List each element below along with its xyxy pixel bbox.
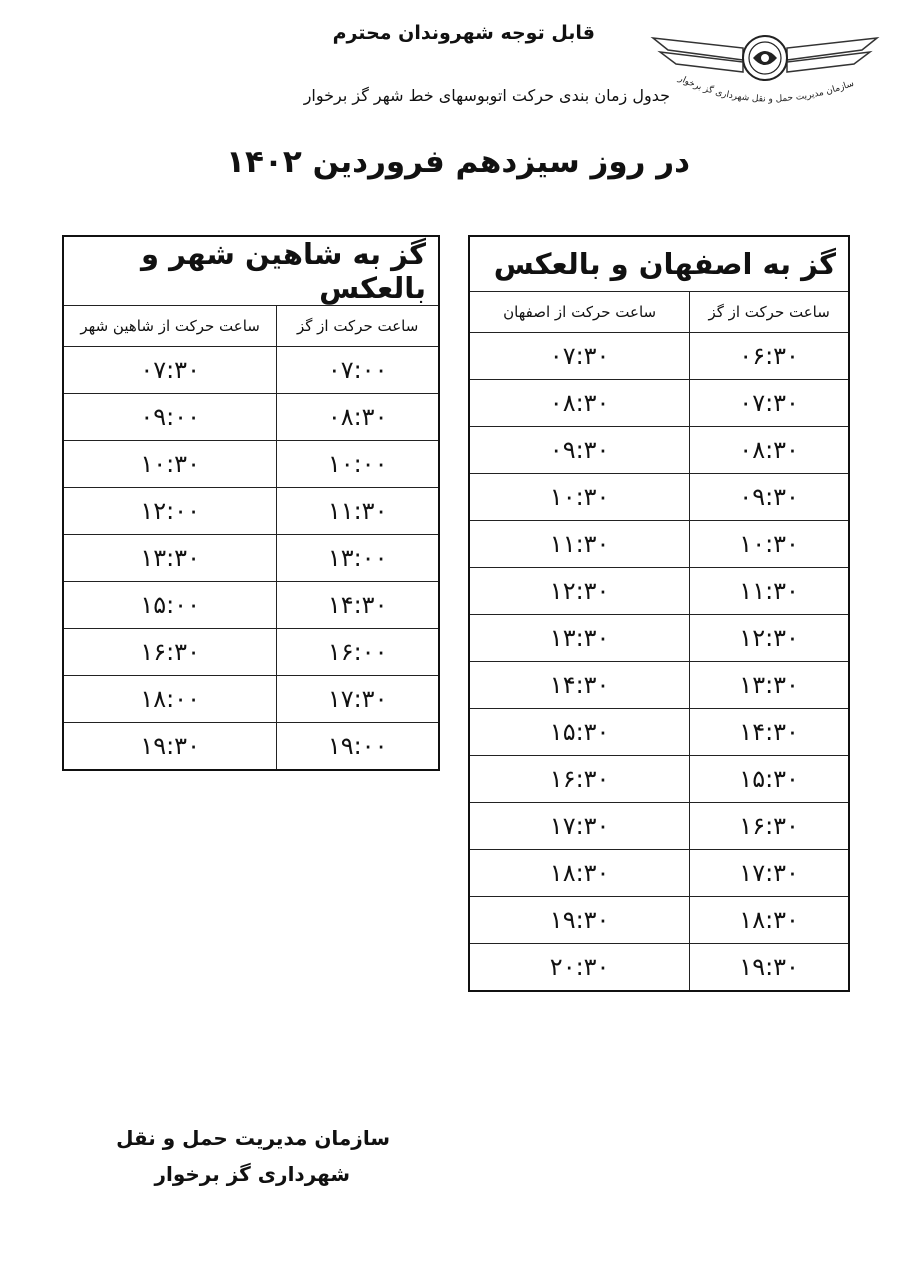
departure-time-from-gaz: ۰۶:۳۰	[690, 333, 849, 380]
table-row	[63, 488, 439, 535]
table-row	[469, 333, 849, 380]
table-row	[63, 629, 439, 676]
isfahan-departure-header: ساعت حرکت از اصفهان	[469, 292, 690, 333]
table-row	[469, 662, 849, 709]
gaz-isfahan-title: گز به اصفهان و بالعکس	[469, 236, 849, 292]
table-row	[63, 535, 439, 582]
organization-logo	[648, 18, 882, 118]
return-departure-time: ۱۴:۳۰	[469, 662, 690, 709]
return-departure-time: ۱۹:۳۰	[469, 897, 690, 944]
departure-time-from-gaz: ۱۰:۳۰	[690, 521, 849, 568]
return-departure-time: ۱۶:۳۰	[63, 629, 277, 676]
table-row	[469, 427, 849, 474]
return-departure-time: ۰۷:۳۰	[63, 347, 277, 394]
return-departure-time: ۱۰:۳۰	[469, 474, 690, 521]
return-departure-time: ۱۵:۳۰	[469, 709, 690, 756]
departure-time-from-gaz: ۱۱:۳۰	[690, 568, 849, 615]
return-departure-time: ۱۱:۳۰	[469, 521, 690, 568]
departure-time-from-gaz: ۱۹:۳۰	[690, 944, 849, 992]
table-row	[469, 897, 849, 944]
table-row	[469, 380, 849, 427]
return-departure-time: ۰۹:۳۰	[469, 427, 690, 474]
date-title: در روز سیزدهم فروردین ۱۴۰۲	[226, 144, 690, 180]
departure-time-from-gaz: ۱۳:۳۰	[690, 662, 849, 709]
return-departure-time: ۱۲:۳۰	[469, 568, 690, 615]
return-departure-time: ۱۸:۳۰	[469, 850, 690, 897]
logo-text: سازمان مدیریت حمل و نقل شهرداری گز برخوار	[676, 73, 856, 105]
departure-time-from-gaz: ۱۷:۳۰	[277, 676, 439, 723]
departure-time-from-gaz: ۰۹:۳۰	[690, 474, 849, 521]
gaz-departure-header: ساعت حرکت از گز	[277, 306, 439, 347]
departure-time-from-gaz: ۱۶:۳۰	[690, 803, 849, 850]
return-departure-time: ۱۷:۳۰	[469, 803, 690, 850]
departure-time-from-gaz: ۱۰:۰۰	[277, 441, 439, 488]
departure-time-from-gaz: ۱۷:۳۰	[690, 850, 849, 897]
table-row	[63, 394, 439, 441]
departure-time-from-gaz: ۱۴:۳۰	[277, 582, 439, 629]
departure-time-from-gaz: ۱۸:۳۰	[690, 897, 849, 944]
return-departure-time: ۰۸:۳۰	[469, 380, 690, 427]
table-row	[469, 756, 849, 803]
return-departure-time: ۱۹:۳۰	[63, 723, 277, 771]
table-row	[469, 944, 849, 992]
return-departure-time: ۱۰:۳۰	[63, 441, 277, 488]
table-row	[469, 709, 849, 756]
departure-time-from-gaz: ۱۹:۰۰	[277, 723, 439, 771]
return-departure-time: ۱۳:۳۰	[63, 535, 277, 582]
departure-time-from-gaz: ۰۸:۳۰	[690, 427, 849, 474]
table-row	[63, 676, 439, 723]
return-departure-time: ۲۰:۳۰	[469, 944, 690, 992]
gaz-isfahan-table	[468, 235, 850, 992]
departure-time-from-gaz: ۱۳:۰۰	[277, 535, 439, 582]
shahinshahr-departure-header: ساعت حرکت از شاهین شهر	[63, 306, 277, 347]
departure-time-from-gaz: ۱۶:۰۰	[277, 629, 439, 676]
gaz-departure-header: ساعت حرکت از گز	[690, 292, 849, 333]
departure-time-from-gaz: ۱۲:۳۰	[690, 615, 849, 662]
return-departure-time: ۰۹:۰۰	[63, 394, 277, 441]
footer-organization: سازمان مدیریت حمل و نقل	[116, 1126, 390, 1150]
table-row	[63, 347, 439, 394]
departure-time-from-gaz: ۱۴:۳۰	[690, 709, 849, 756]
table-row	[469, 803, 849, 850]
departure-time-from-gaz: ۰۷:۳۰	[690, 380, 849, 427]
table-row	[469, 568, 849, 615]
table-row	[63, 723, 439, 771]
return-departure-time: ۰۷:۳۰	[469, 333, 690, 380]
table-row	[63, 441, 439, 488]
departure-time-from-gaz: ۱۵:۳۰	[690, 756, 849, 803]
departure-time-from-gaz: ۱۱:۳۰	[277, 488, 439, 535]
schedule-subtitle: جدول زمان بندی حرکت اتوبوسهای خط شهر گز برخوار	[303, 86, 670, 105]
table-row	[469, 615, 849, 662]
departure-time-from-gaz: ۰۷:۰۰	[277, 347, 439, 394]
return-departure-time: ۱۸:۰۰	[63, 676, 277, 723]
gaz-shahinshahr-title: گز به شاهین شهر و بالعکس	[63, 236, 439, 306]
footer-municipality: شهرداری گز برخوار	[154, 1162, 350, 1186]
table-row	[469, 474, 849, 521]
gaz-shahinshahr-table	[62, 235, 440, 771]
return-departure-time: ۱۲:۰۰	[63, 488, 277, 535]
return-departure-time: ۱۳:۳۰	[469, 615, 690, 662]
notice-heading: قابل توجه شهروندان محترم	[332, 22, 595, 44]
departure-time-from-gaz: ۰۸:۳۰	[277, 394, 439, 441]
table-row	[63, 582, 439, 629]
table-row	[469, 521, 849, 568]
return-departure-time: ۱۵:۰۰	[63, 582, 277, 629]
return-departure-time: ۱۶:۳۰	[469, 756, 690, 803]
table-row	[469, 850, 849, 897]
